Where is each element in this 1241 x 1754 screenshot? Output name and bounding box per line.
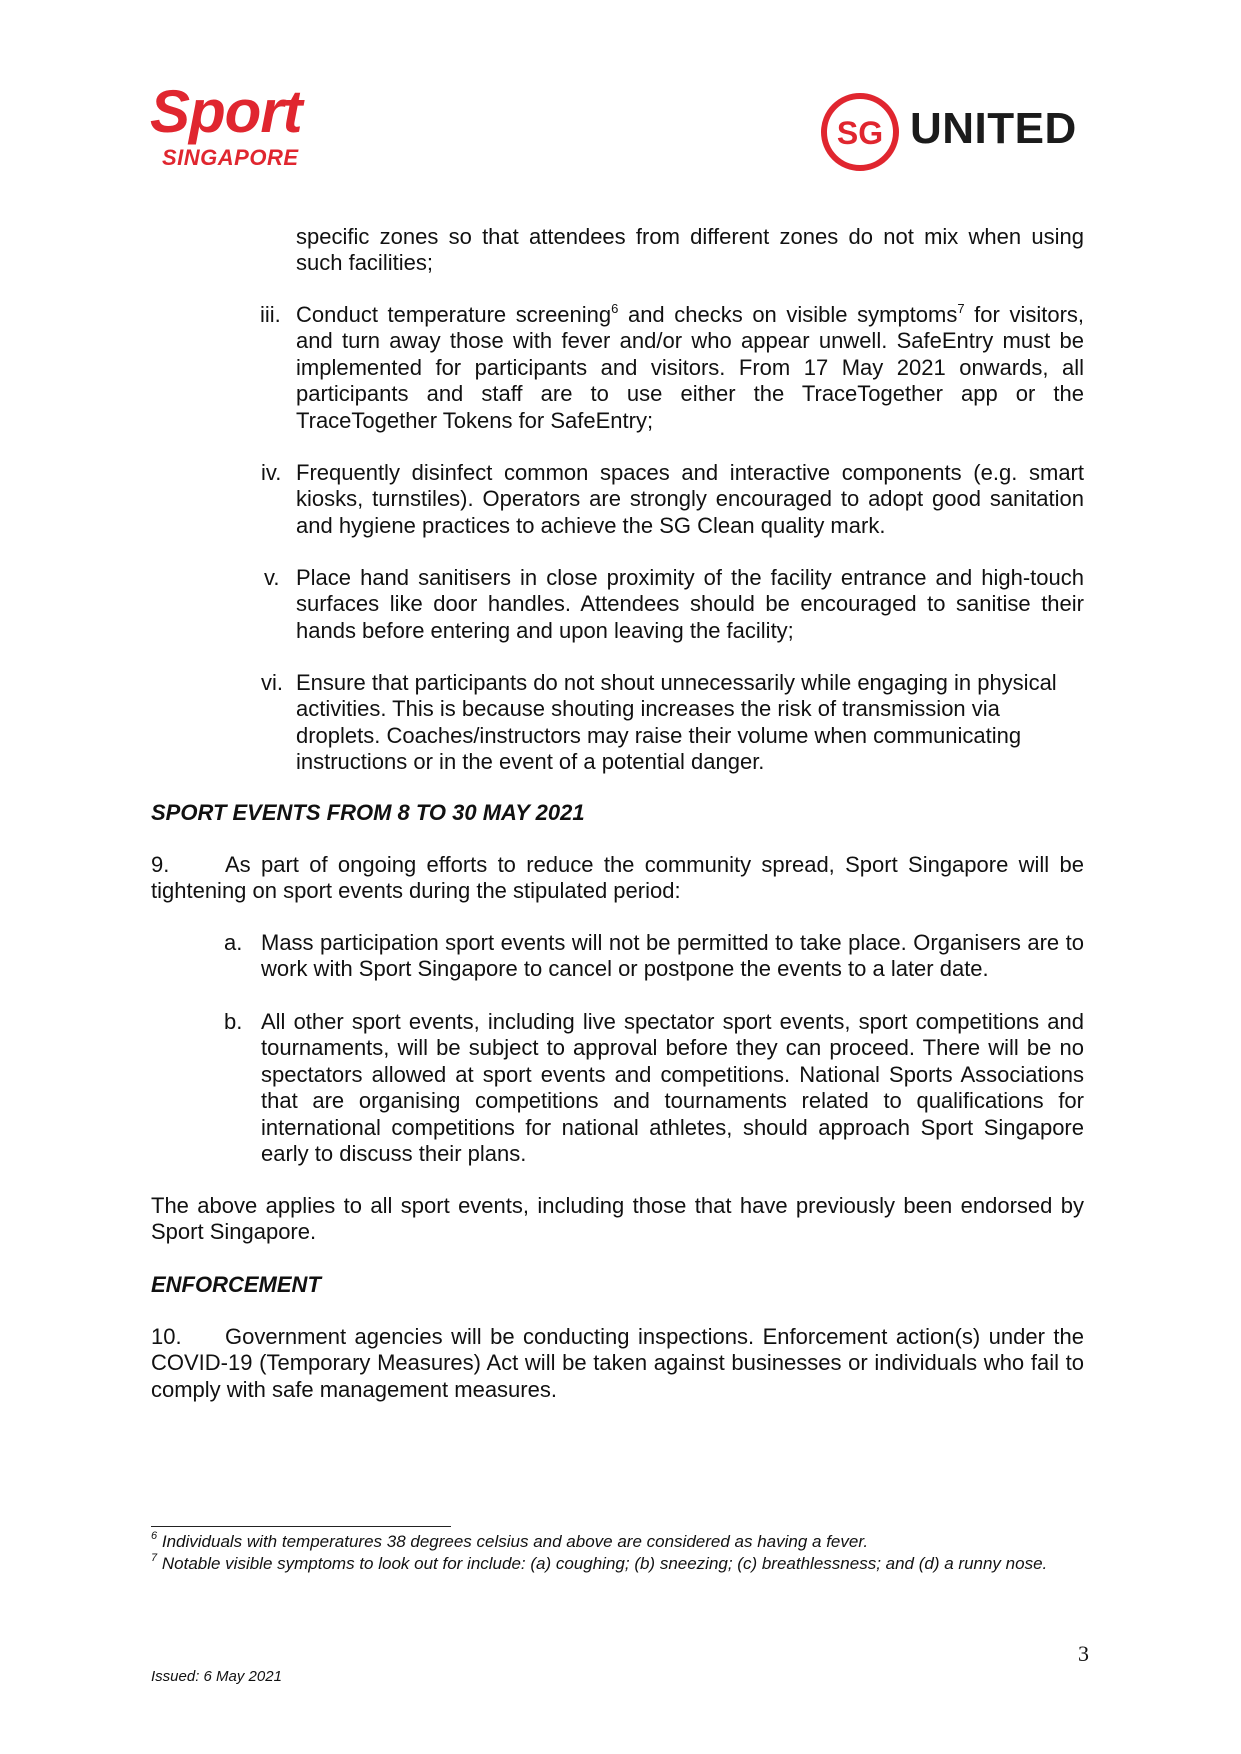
footnote-text: Individuals with temperatures 38 degrees celsius and above are considered as having a fever. [161, 1532, 869, 1551]
footnote-text: Notable visible symptoms to look out for include: (a) coughing; (b) sneezing; (c) breathlessness; and (d) a runny nose. [161, 1554, 1048, 1573]
paragraph-9 [151, 852, 1084, 905]
footnote-number: 6 [151, 1530, 158, 1543]
sport-singapore-logo [150, 80, 340, 180]
footnote-6 [151, 1531, 1093, 1552]
paragraph-number: 9. [151, 852, 170, 877]
list-item-text: specific zones so that attendees from different zones do not mix when using such facilities; [296, 224, 1084, 276]
list-item-a [224, 930, 1084, 983]
list-item-b [224, 1009, 1084, 1167]
paragraph-text: The above applies to all sport events, including those that have previously been endorsed by Sport Singapore. [151, 1193, 1084, 1245]
sport-logo-word: Sport [150, 78, 302, 145]
list-marker: a. [224, 930, 243, 955]
closing-paragraph [151, 1193, 1084, 1246]
issued-date: Issued: 6 May 2021 [151, 1668, 282, 1685]
footnote-ref-7[interactable]: 7 [957, 300, 965, 316]
section-heading-enforcement: ENFORCEMENT [151, 1272, 321, 1297]
list-item-iv [261, 460, 1084, 539]
list-marker: vi. [261, 670, 283, 695]
list-item-text: Frequently disinfect common spaces and interactive components (e.g. smart kiosks, turnstiles). Operators are strongly encouraged to adopt good sanitation and hygiene practices to achieve the SG Clean quality mark. [296, 460, 1084, 538]
sg-badge-text: SG [836, 115, 884, 151]
united-word: UNITED [910, 104, 1077, 153]
page-number: 3 [1078, 1641, 1089, 1666]
paragraph-number: 10. [151, 1324, 182, 1349]
section-heading-sport-events: SPORT EVENTS FROM 8 TO 30 MAY 2021 [151, 800, 585, 825]
paragraph-text: As part of ongoing efforts to reduce the community spread, Sport Singapore will be tightening on sport events during the stipulated period: [151, 852, 1084, 904]
list-item-text: Mass participation sport events will not be permitted to take place. Organisers are to work with Sport Singapore to cancel or postpone the events to a later date. [261, 930, 1084, 982]
list-marker: iii. [260, 302, 281, 327]
list-marker: v. [264, 565, 280, 590]
footnote-ref-6[interactable]: 6 [611, 300, 619, 316]
list-item-text: Conduct temperature screening$^6$ and checks on visible symptoms$^7$ for visitors, and turn away those with fever and/or who appear unwell. SafeEntry must be implemented for participants and visitors. From 17 May 2021 onwards, all participants and staff are to use either the TraceTogether app or the TraceTogether Tokens for SafeEntry; [296, 300, 1085, 433]
list-item-text: Place hand sanitisers in close proximity of the facility entrance and high-touch surfaces like door handles. Attendees should be encouraged to sanitise their hands before entering and upon leaving the facility; [296, 565, 1084, 643]
footnote-number: 7 [151, 1552, 158, 1565]
list-item-iii [260, 300, 1085, 434]
sg-united-logo [818, 92, 1088, 172]
list-item-vi [261, 670, 1084, 776]
list-item-text: Ensure that participants do not shout unnecessarily while engaging in physical activities. This is because shouting increases the risk of transmission via droplets. Coaches/instructors may raise their volume when communicating instructions or in the event of a potential danger. [296, 670, 1057, 775]
footnote-divider [151, 1526, 451, 1527]
list-marker: iv. [261, 460, 282, 485]
sg-badge-icon [818, 92, 902, 172]
list-item-continuation [296, 224, 1084, 277]
footnote-7 [151, 1553, 1093, 1574]
list-marker: b. [224, 1009, 243, 1034]
sport-logo-sub: SINGAPORE [162, 145, 299, 170]
paragraph-10 [151, 1324, 1084, 1403]
list-item-text: All other sport events, including live spectator sport events, sport competitions and tournaments, will be subject to approval before they can proceed. There will be no spectators allowed at sport events and competitions. National Sports Associations that are organising competitions and tournaments related to qualifications for international competitions for national athletes, should approach Sport Singapore early to discuss their plans. [261, 1009, 1084, 1167]
list-item-v [264, 565, 1084, 644]
paragraph-text: Government agencies will be conducting inspections. Enforcement action(s) under the COVID-19 (Temporary Measures) Act will be taken against businesses or individuals who fail to comply with safe management measures. [151, 1324, 1084, 1402]
